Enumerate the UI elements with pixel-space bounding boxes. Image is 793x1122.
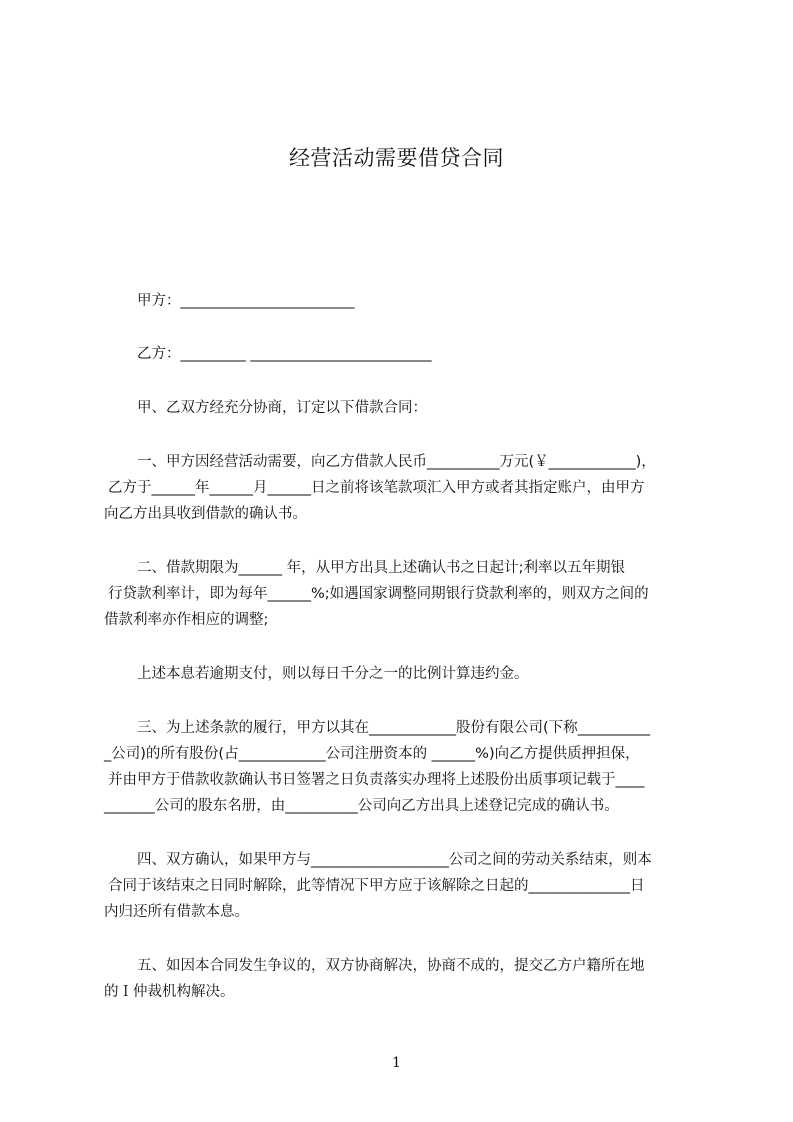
clause-5-line-2: 的Ｉ仲裁机构解决。 [104,984,235,1000]
clause-3-line-1: 三、为上述条款的履行，甲方以其在____________股份有限公司(下称__________ [137,720,651,736]
penalty-paragraph: 上述本息若逾期支付，则以每日千分之一的比例计算违约金。 [137,666,529,682]
intro-paragraph: 甲、乙双方经充分协商，订定以下借款合同： [137,400,427,416]
clause-2-line-3: 借款利率亦作相应的调整; [104,612,269,628]
clause-3-line-2: _公司)的所有股份(占____________公司注册资本的 ______%)向乙方提供质押担保， [104,746,640,762]
clause-1-line-1: 一、甲方因经营活动需要，向乙方借款人民币__________万元(￥____________)， [137,454,656,470]
clause-1-line-3: 向乙方出具收到借款的确认书。 [104,506,307,522]
clause-2-line-2: 行贷款利率计，即为每年______%;如遇国家调整同期银行贷款利率的，则双方之间的 [108,586,649,602]
clause-1-line-2: 乙方于______年______月______日之前将该笔款项汇入甲方或者其指定账户，由甲方 [108,480,645,496]
clause-3-line-4: _______公司的股东名册，由__________公司向乙方出具上述登记完成的确认书。 [104,798,619,814]
clause-4-line-2: 合同于该结束之日同时解除，此等情况下甲方应于该解除之日起的______________日 [108,878,645,894]
document-title: 经营活动需要借贷合同 [289,146,504,170]
clause-4-line-1: 四、双方确认，如果甲方与___________________公司之间的劳动关系结束，则本 [137,852,652,868]
clause-5-line-1: 五、如因本合同发生争议的，双方协商解决，协商不成的，提交乙方户籍所在地 [137,958,645,974]
party-a-line: 甲方：________________________ [137,293,355,309]
clause-4-line-3: 内归还所有借款本息。 [104,904,249,920]
page-number: 1 [392,1055,401,1071]
clause-2-line-1: 二、借款期限为______ 年，从甲方出具上述确认书之日起计;利率以五年期银 [137,560,625,576]
party-b-line: 乙方：_________ _________________________ [137,346,432,362]
clause-3-line-3: 并由甲方于借款收款确认书日签署之日负责落实办理将上述股份出质事项记载于____ [108,772,645,788]
